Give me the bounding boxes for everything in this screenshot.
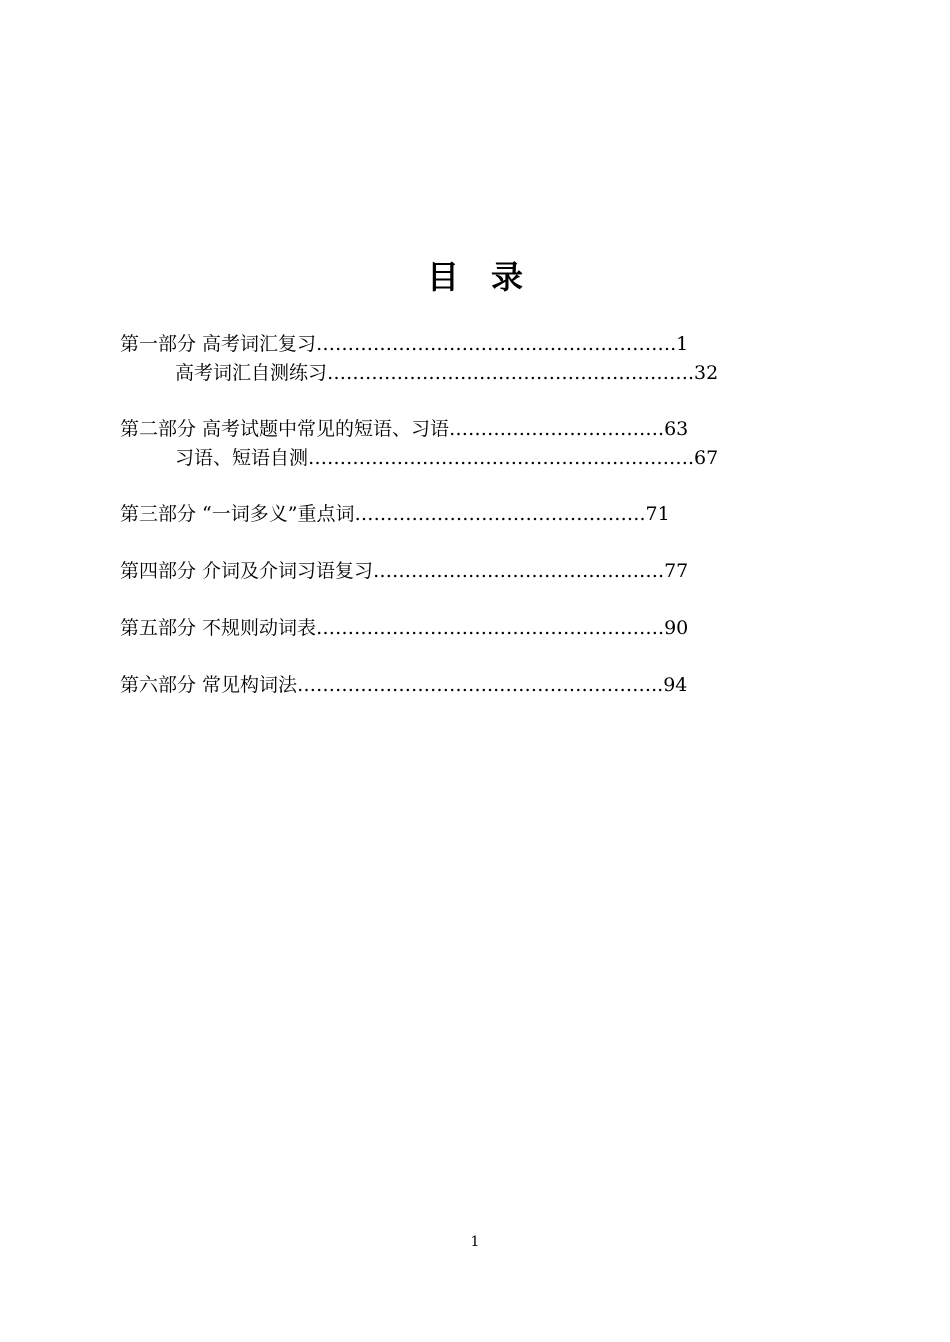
toc-entry-part-3: 第三部分 “一词多义”重点词……………………………………….71 [120,503,670,525]
table-of-contents [120,330,820,700]
toc-entry-part-2: 第二部分 高考试题中常见的短语、习语…………………………….63 [120,418,689,440]
toc-subentry-phrase-self-test: 习语、短语自测…………………………………………………….67 [175,447,719,469]
toc-spacer [120,643,820,671]
toc-spacer [120,586,820,614]
toc-spacer [120,473,820,500]
toc-subentry-vocab-self-test: 高考词汇自测练习………………………………………………….32 [175,362,719,384]
toc-spacer [120,388,820,415]
toc-entry-part-1: 第一部分 高考词汇复习……………………………..………………….1 [120,333,689,355]
toc-entry-part-4: 第四部分 介词及介词习语复习……………………………………….77 [120,560,689,582]
page-title: 目 录 [426,258,523,296]
toc-spacer [120,529,820,557]
toc-entry-part-5: 第五部分 不规则动词表……………………………………………….90 [120,617,689,639]
page-number: 1 [470,1234,480,1250]
toc-entry-part-6: 第六部分 常见构词法…………………………..……………………..94 [120,674,688,696]
